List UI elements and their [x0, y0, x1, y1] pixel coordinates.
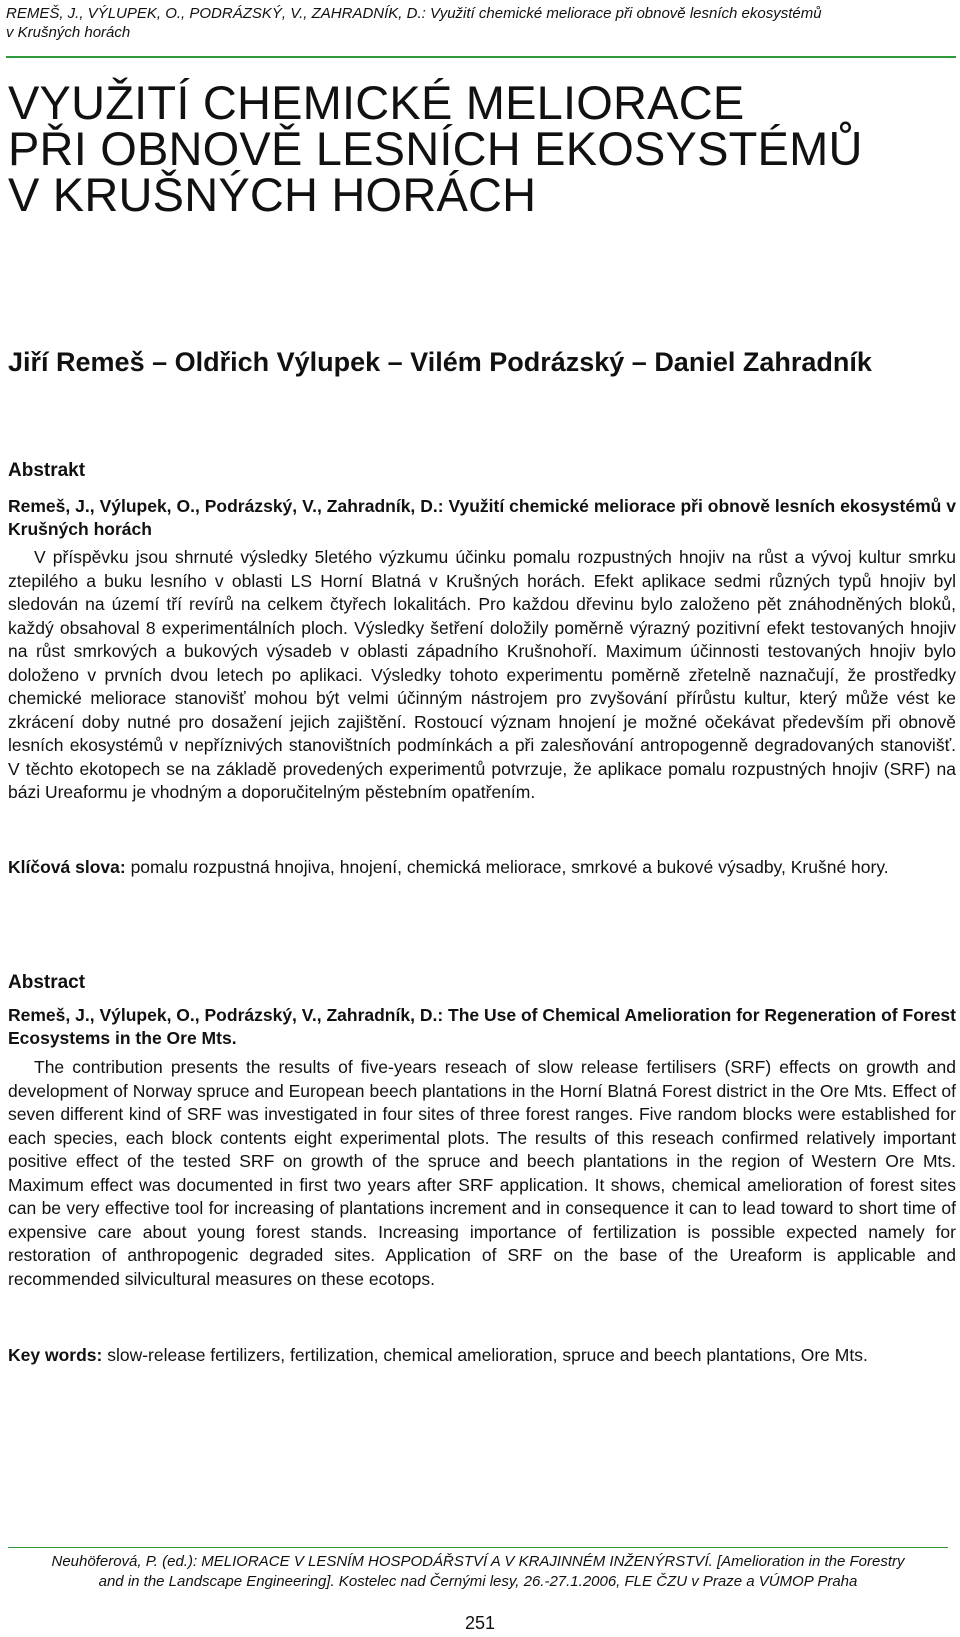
- abstract-keywords-text: slow-release fertilizers, fertilization, chemical amelioration, spruce and beech plantations, Ore Mts.: [107, 1345, 868, 1365]
- running-head: [6, 4, 954, 42]
- footer-rule: [8, 1547, 948, 1548]
- page-number: 251: [464, 1613, 496, 1633]
- proceedings-footer: [8, 1552, 948, 1592]
- header-rule: [6, 56, 956, 58]
- title-line-2: PŘI OBNOVĚ LESNÍCH EKOSYSTÉMŮ: [8, 122, 863, 175]
- abstract-heading: Abstract: [8, 972, 86, 993]
- footer-line-1: Neuhöferová, P. (ed.): MELIORACE V LESNÍM HOSPODÁŘSTVÍ A V KRAJINNÉM INŽENÝRSTVÍ. [Amelioration in the Forestry: [51, 1553, 905, 1570]
- abstract-text-content: The contribution presents the results of five-years reseach of slow release fertilisers (SRF) effects on growth and development of Norway spruce and European beech plantations in the Horní Blatná Forest district in the Ore Mts. Effect of seven different kind of SRF was investigated in four sites of three forest ranges. Five random blocks were established for each species, each block contents eight experimental plots. The results of this reseach confirmed relatively important positive effect of the tested SRF on growth of the spruce and beech plantations in the region of Western Ore Mts. Maximum effect was documented in first two years after SRF application. It shows, chemical amelioration of forest sites can be very effective tool for increasing of plantations increment and in consequence it can to lead toward to short time of expensive care about young forest stands. Increasing importance of fertilization is possible expected namely for restoration of anthropogenic degraded sites. Application of SRF on the base of the Ureaform is applicable and recommended silvicultural measures on these ecotops.: [8, 1057, 956, 1289]
- running-head-line-1: REMEŠ, J., VÝLUPEK, O., PODRÁZSKÝ, V., ZAHRADNÍK, D.: Využití chemické meliorace při obnově lesních ekosystémů: [6, 5, 822, 22]
- title-line-1: VYUŽITÍ CHEMICKÉ MELIORACE: [8, 76, 745, 129]
- abstract-keywords: [8, 1344, 956, 1368]
- abstract-keywords-label: Key words:: [8, 1345, 103, 1365]
- abstrakt-keywords: [8, 856, 956, 880]
- footer-line-2: and in the Landscape Engineering]. Kostelec nad Černými lesy, 26.-27.1.2006, FLE ČZU v Praze a VÚMOP Praha: [98, 1573, 858, 1590]
- abstrakt-text-content: V příspěvku jsou shrnuté výsledky 5letého výzkumu účinku pomalu rozpustných hnojiv na růst a vývoj kultur smrku ztepilého a buku lesního v oblasti LS Horní Blatná v Krušných horách. Efekt aplikace sedmi různých typů hnojiv byl sledován na území tří revírů na celkem čtyřech lokalitách. Pro každou dřevinu bylo založeno pět znáhodněných bloků, každý obsahoval 8 experimentálních ploch. Výsledky šetření doložily poměrně výrazný pozitivní efekt testovaných hnojiv na růst smrkových a bukových výsadeb v oblasti západního Krušnohoří. Maximum účinnosti testovaných hnojiv bylo doloženo v prvních dvou letech po aplikaci. Výsledky tohoto experimentu poměrně zřetelně naznačují, že prostředky chemické meliorace stanovišť mohou být velmi účinným nástrojem pro zvyšování přírůstu kultur, který může vést ke zkrácení doby nutné pro dosažení jejich zajištění. Rostoucí význam hnojení je možné očekávat především při obnově lesních ekosystémů v nepříznivých stanovištních podmínkách a při zalesňování antropogenně degradovaných stanovišť. V těchto ekotopech se na základě provedených experimentů potvrzuje, že aplikace pomalu rozpustných hnojiv (SRF) na bázi Ureaformu je vhodným a doporučitelným pěstebním opatřením.: [8, 547, 956, 802]
- abstract-citation: Remeš, J., Výlupek, O., Podrázský, V., Zahradník, D.: The Use of Chemical Amelioration for Regeneration of Forest Ecosystems in the Ore Mts.: [8, 1005, 956, 1048]
- abstrakt-keywords-text: pomalu rozpustná hnojiva, hnojení, chemická meliorace, smrkové a bukové výsadby, Krušné hory.: [130, 857, 889, 877]
- abstrakt-citation: Remeš, J., Výlupek, O., Podrázský, V., Zahradník, D.: Využití chemické meliorace při obnově lesních ekosystémů v Krušných horách: [8, 496, 956, 539]
- title-line-3: V KRUŠNÝCH HORÁCH: [8, 168, 537, 221]
- paper-title: [8, 76, 948, 221]
- running-head-line-2: v Krušných horách: [6, 24, 131, 41]
- abstrakt-text: [8, 546, 956, 805]
- abstrakt-heading: Abstrakt: [8, 460, 86, 481]
- abstrakt-keywords-label: Klíčová slova:: [8, 857, 126, 877]
- abstract-text: [8, 1056, 956, 1291]
- author-list: Jiří Remeš – Oldřich Výlupek – Vilém Podrázský – Daniel Zahradník: [8, 347, 872, 377]
